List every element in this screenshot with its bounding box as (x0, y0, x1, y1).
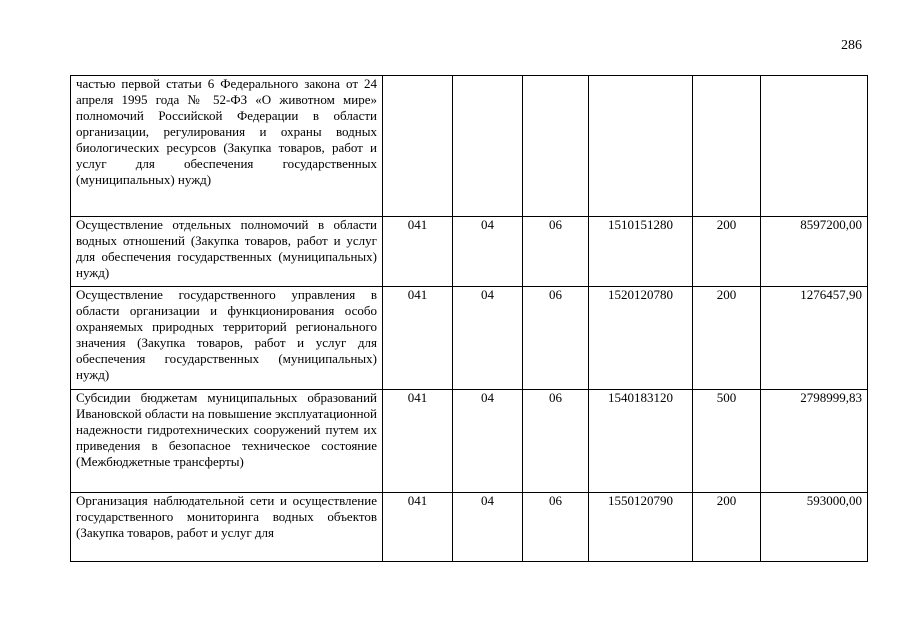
expense-type-cell: 200 (693, 287, 761, 390)
expense-type-cell: 500 (693, 390, 761, 493)
table-row (71, 76, 868, 217)
expense-type-cell: 200 (693, 217, 761, 287)
expense-name-cell: Осуществление государственного управления в области организации и функционирования особо охраняемых природных территорий регионального значения (Закупка товаров, работ и услуг для обеспечения государственных (муниципальных) нужд) (71, 287, 383, 390)
subsection-code-cell: 06 (523, 390, 589, 493)
budget-table (70, 75, 868, 562)
section-code-cell: 04 (453, 390, 523, 493)
subsection-code-cell (523, 76, 589, 217)
section-code-cell: 04 (453, 287, 523, 390)
amount-cell (761, 76, 868, 217)
table-row (71, 390, 868, 493)
expense-name-cell: Осуществление отдельных полномочий в области водных отношений (Закупка товаров, работ и услуг для обеспечения государственных (муниципальных) нужд) (71, 217, 383, 287)
subsection-code-cell: 06 (523, 217, 589, 287)
target-article-cell: 1550120790 (589, 493, 693, 562)
expense-name-cell: Субсидии бюджетам муниципальных образований Ивановской области на повышение эксплуатационной надежности гидротехнических сооружений путем их приведения в безопасное техническое состояние (Межбюджетные трансферты) (71, 390, 383, 493)
section-code-cell (453, 76, 523, 217)
expense-type-cell (693, 76, 761, 217)
amount-cell: 8597200,00 (761, 217, 868, 287)
target-article-cell: 1520120780 (589, 287, 693, 390)
expense-type-cell: 200 (693, 493, 761, 562)
table-row (71, 493, 868, 562)
target-article-cell (589, 76, 693, 217)
target-article-cell: 1510151280 (589, 217, 693, 287)
ministry-code-cell (383, 76, 453, 217)
subsection-code-cell: 06 (523, 287, 589, 390)
table-row (71, 217, 868, 287)
amount-cell: 1276457,90 (761, 287, 868, 390)
ministry-code-cell: 041 (383, 493, 453, 562)
section-code-cell: 04 (453, 493, 523, 562)
amount-cell: 593000,00 (761, 493, 868, 562)
table-row (71, 287, 868, 390)
ministry-code-cell: 041 (383, 287, 453, 390)
expense-name-cell: частью первой статьи 6 Федерального закона от 24 апреля 1995 года № 52-ФЗ «О животном мире» полномочий Российской Федерации в области организации, регулирования и охраны водных биологических ресурсов (Закупка товаров, работ и услуг для обеспечения государственных (муниципальных) нужд) (71, 76, 383, 217)
subsection-code-cell: 06 (523, 493, 589, 562)
target-article-cell: 1540183120 (589, 390, 693, 493)
section-code-cell: 04 (453, 217, 523, 287)
expense-name-cell: Организация наблюдательной сети и осуществление государственного мониторинга водных объектов (Закупка товаров, работ и услуг для (71, 493, 383, 562)
ministry-code-cell: 041 (383, 390, 453, 493)
ministry-code-cell: 041 (383, 217, 453, 287)
page-number: 286 (841, 38, 862, 53)
amount-cell: 2798999,83 (761, 390, 868, 493)
